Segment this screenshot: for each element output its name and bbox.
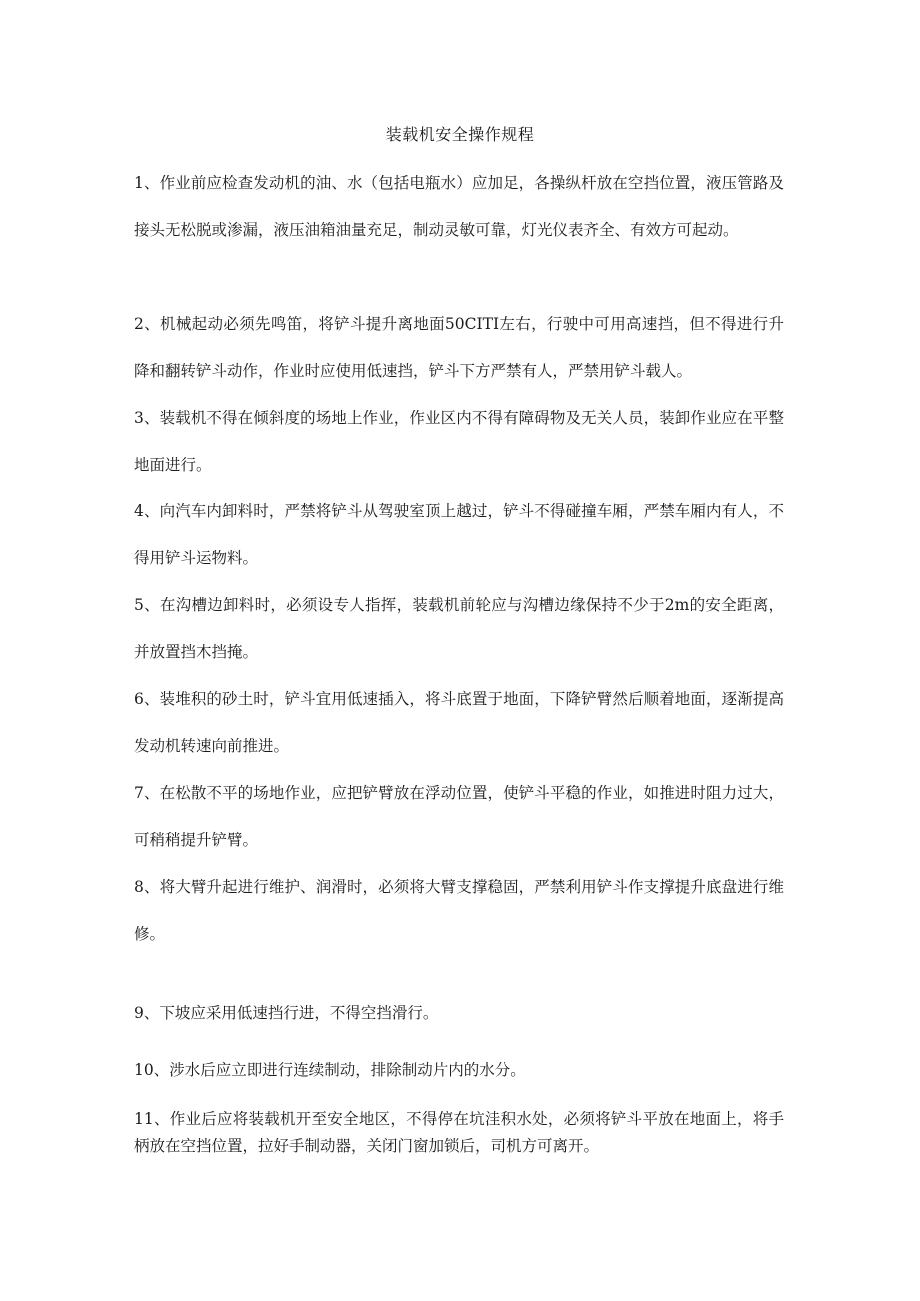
rule-item-3: 3、装载机不得在倾斜度的场地上作业，作业区内不得有障碍物及无关人员，装卸作业应在平整地面进行。 [134, 409, 784, 474]
rule-item-2: 2、机械起动必须先鸣笛，将铲斗提升离地面50CITI左右，行驶中可用高速挡，但不得进行升降和翻转铲斗动作，作业时应使用低速挡，铲斗下方严禁有人，严禁用铲斗载人。 [134, 315, 784, 380]
rule-item-4: 4、向汽车内卸料时，严禁将铲斗从驾驶室顶上越过，铲斗不得碰撞车厢，严禁车厢内有人，不得用铲斗运物料。 [134, 502, 784, 567]
rule-item-7: 7、在松散不平的场地作业，应把铲臂放在浮动位置，使铲斗平稳的作业，如推进时阻力过大，可稍稍提升铲臂。 [134, 784, 784, 849]
rule-item-11: 11、作业后应将装载机开至安全地区，不得停在坑洼积水处，必须将铲斗平放在地面上，将手柄放在空挡位置，拉好手制动器，关闭门窗加锁后，司机方可离开。 [134, 1110, 784, 1155]
rule-item-1: 1、作业前应检查发动机的油、水（包括电瓶水）应加足，各操纵杆放在空挡位置，液压管路及接头无松脱或渗漏，液压油箱油量充足，制动灵敏可靠，灯光仪表齐全、有效方可起动。 [134, 174, 784, 239]
rule-item-8: 8、将大臂升起进行维护、润滑时，必须将大臂支撑稳固，严禁利用铲斗作支撑提升底盘进行维修。 [134, 878, 784, 943]
document-title: 装载机安全操作规程 [385, 125, 535, 144]
rule-item-9: 9、下坡应采用低速挡行进，不得空挡滑行。 [134, 1004, 439, 1022]
rule-item-10: 10、涉水后应立即进行连续制动，排除制动片内的水分。 [134, 1061, 526, 1079]
rule-item-6: 6、装堆积的砂土时，铲斗宜用低速插入，将斗底置于地面，下降铲臂然后顺着地面，逐渐提高发动机转速向前推进。 [134, 690, 784, 755]
rule-item-5: 5、在沟槽边卸料时，必须设专人指挥，装载机前轮应与沟槽边缘保持不少于2m的安全距离，并放置挡木挡掩。 [134, 596, 784, 661]
